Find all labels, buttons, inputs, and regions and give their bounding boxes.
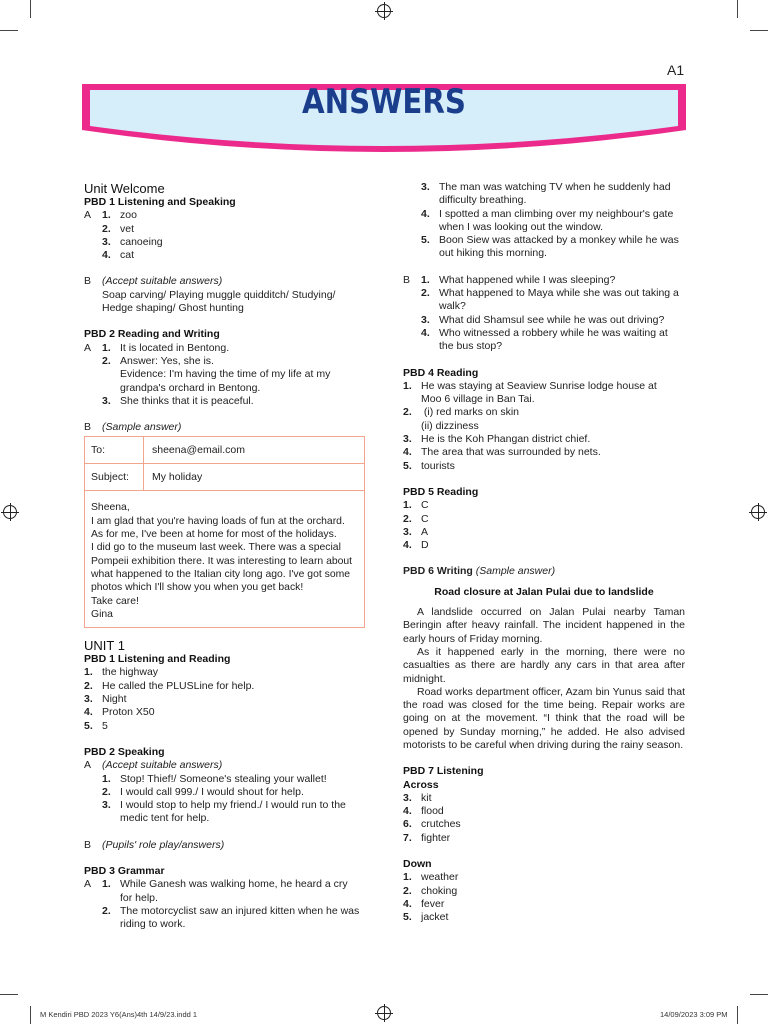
crop-mark: [0, 994, 18, 995]
page-title: ANSWERS: [302, 82, 466, 122]
list-item: 1. the highway: [84, 666, 159, 679]
list-item: 4. D: [403, 539, 429, 552]
list-item: 3. The man was watching TV when he suddenly had: [421, 181, 671, 193]
list-item: B 1. What happened while I was sleeping?: [403, 273, 616, 286]
list-item: 2. The motorcyclist saw an injured kitten when he was: [102, 904, 360, 917]
list-item: 4. fever: [403, 897, 445, 910]
right-column: [403, 181, 685, 925]
text-line: Moo 6 village in Ban Tai.: [421, 393, 535, 406]
list-item: 6. crutches: [403, 818, 461, 831]
list-item: B (Sample answer): [84, 421, 182, 434]
crop-mark: [0, 30, 18, 31]
list-item: 4. I spotted a man climbing over my neighbour's gate: [421, 207, 674, 220]
list-item: 4. Proton X50: [84, 706, 155, 719]
crop-mark: [750, 994, 768, 995]
list-item: B (Accept suitable answers): [84, 275, 223, 288]
unit-1-heading: UNIT 1: [84, 638, 125, 654]
registration-mark-icon: [751, 505, 765, 519]
list-item: A 1. While Ganesh was walking home, he heard a cry: [84, 878, 348, 891]
list-item: 5. Boon Siew was attacked by a monkey while he was: [421, 234, 679, 247]
list-item: 7. fighter: [403, 831, 451, 844]
list-item: 3. Night: [84, 693, 127, 706]
text-line: the bus stop?: [439, 340, 503, 353]
article-title: Road closure at Jalan Pulai due to landslide: [434, 585, 654, 598]
list-item: 3. kit: [403, 791, 432, 804]
crop-mark: [737, 0, 738, 18]
text-line: when I was looking out the window.: [439, 220, 604, 233]
crop-mark: [737, 1006, 738, 1024]
text-line: out hiking this morning.: [439, 247, 547, 260]
text-line: Hedge shaping/ Ghost hunting: [102, 302, 244, 315]
text-line: grandpa's orchard in Bentong.: [120, 381, 261, 394]
text-line: riding to work.: [120, 918, 186, 931]
list-item: 1. weather: [403, 871, 459, 884]
list-item: 5. jacket: [403, 911, 449, 924]
text-line: Evidence: I'm having the time of my life at my: [120, 368, 331, 381]
registration-mark-icon: [377, 4, 391, 18]
section-heading: PBD 6 Writing (Sample answer): [403, 565, 556, 578]
section-heading: PBD 2 Speaking: [84, 745, 165, 758]
crop-mark: [30, 1006, 31, 1024]
list-item: 1. C: [403, 499, 429, 512]
list-item: 3. What did Shamsul see while he was out driving?: [421, 313, 665, 326]
section-heading: PBD 5 Reading: [403, 485, 479, 498]
email-to-row: To: sheena@email.com: [85, 437, 364, 464]
list-item: 2. I would call 999./ I would shout for help.: [102, 785, 304, 798]
section-heading: PBD 1 Listening and Reading: [84, 653, 231, 666]
list-item: A 1. It is located in Bentong.: [84, 341, 230, 354]
list-item: 2. choking: [403, 884, 458, 897]
list-item: B (Pupils' role play/answers): [84, 838, 225, 851]
list-item: 1. He was staying at Seaview Sunrise lodge house at: [403, 379, 657, 392]
article-paragraph: As it happened early in the morning, there were no casualties as there are hardly any cars in that area after midnight.: [403, 645, 685, 685]
list-item: 5. 5: [84, 719, 108, 732]
registration-mark-icon: [377, 1006, 391, 1020]
list-item: 4. cat: [102, 249, 135, 262]
list-item: 1. Stop! Thief!/ Someone's stealing your wallet!: [102, 772, 327, 785]
section-heading: PBD 2 Reading and Writing: [84, 328, 220, 341]
list-item: 5. tourists: [403, 459, 455, 472]
text-line: medic tent for help.: [120, 812, 210, 825]
list-item: 4. Who witnessed a robbery while he was waiting at: [421, 326, 668, 339]
text-line: (ii) dizziness: [421, 419, 479, 432]
text-line: difficulty breathing.: [439, 194, 527, 207]
list-item: 2. He called the PLUSLine for help.: [84, 679, 255, 692]
subheading-down: Down: [403, 858, 432, 871]
list-item: 3. She thinks that it is peaceful.: [102, 394, 254, 407]
section-heading: PBD 7 Listening: [403, 765, 484, 778]
crop-mark: [30, 0, 31, 18]
list-item: A (Accept suitable answers): [84, 759, 223, 772]
email-subject-row: Subject: My holiday: [85, 464, 364, 491]
registration-mark-icon: [3, 505, 17, 519]
text-line: for help.: [120, 891, 158, 904]
subheading-across: Across: [403, 778, 439, 791]
list-item: 2. (i) red marks on skin: [403, 406, 520, 419]
footer-file-info: M Kendiri PBD 2023 Y6(Ans)4th 14/9/23.indd 1: [40, 1010, 198, 1019]
list-item: 4. The area that was surrounded by nets.: [403, 446, 601, 459]
section-heading: PBD 1 Listening and Speaking: [84, 196, 236, 208]
page-number: A1: [667, 62, 685, 78]
article-paragraph: A landslide occurred on Jalan Pulai nearby Taman Beringin after heavy rainfall. The incident happened in the early hours of Friday morning.: [403, 606, 685, 645]
list-item: 3. A: [403, 525, 429, 538]
list-item: 2. Answer: Yes, she is.: [102, 354, 214, 367]
footer-date: 14/09/2023 3:09 PM: [660, 1010, 728, 1019]
email-box: [84, 436, 365, 628]
crop-mark: [750, 30, 768, 31]
email-body: Sheena, I am glad that you're having loads of fun at the orchard. As for me, I've been at home for most of the holidays. I did go to the museum last week. There was a special Pompeii exhibition there. It was interesting to learn about what happened to the Italian city long ago. I've got some photos which I'll show you when you get back! Take care! Gina: [91, 502, 353, 620]
list-item: 3. He is the Koh Phangan district chief.: [403, 433, 591, 446]
section-heading: PBD 4 Reading: [403, 366, 479, 379]
list-item: 3. canoeing: [102, 235, 163, 248]
article-paragraph: Road works department officer, Azam bin Yunus said that the road was closed for the time being. Repair works are going on at the movement. “I think that the road will be opened by Sunday morning,” he added. He also advised motorists to be careful when driving during the rainy season.: [403, 685, 685, 751]
list-item: 2. vet: [102, 222, 135, 235]
list-item: 2. C: [403, 512, 429, 525]
section-heading: PBD 3 Grammar: [84, 864, 165, 877]
list-item: 3. I would stop to help my friend./ I would run to the: [102, 799, 346, 812]
list-item: A 1. zoo: [84, 209, 137, 222]
text-line: walk?: [439, 300, 466, 313]
list-item: 4. flood: [403, 805, 444, 818]
list-item: 2. What happened to Maya while she was out taking a: [421, 287, 679, 300]
unit-welcome-heading: Unit Welcome: [84, 181, 165, 196]
left-column: [84, 181, 368, 931]
text-line: Soap carving/ Playing muggle quidditch/ Studying/: [102, 288, 336, 301]
